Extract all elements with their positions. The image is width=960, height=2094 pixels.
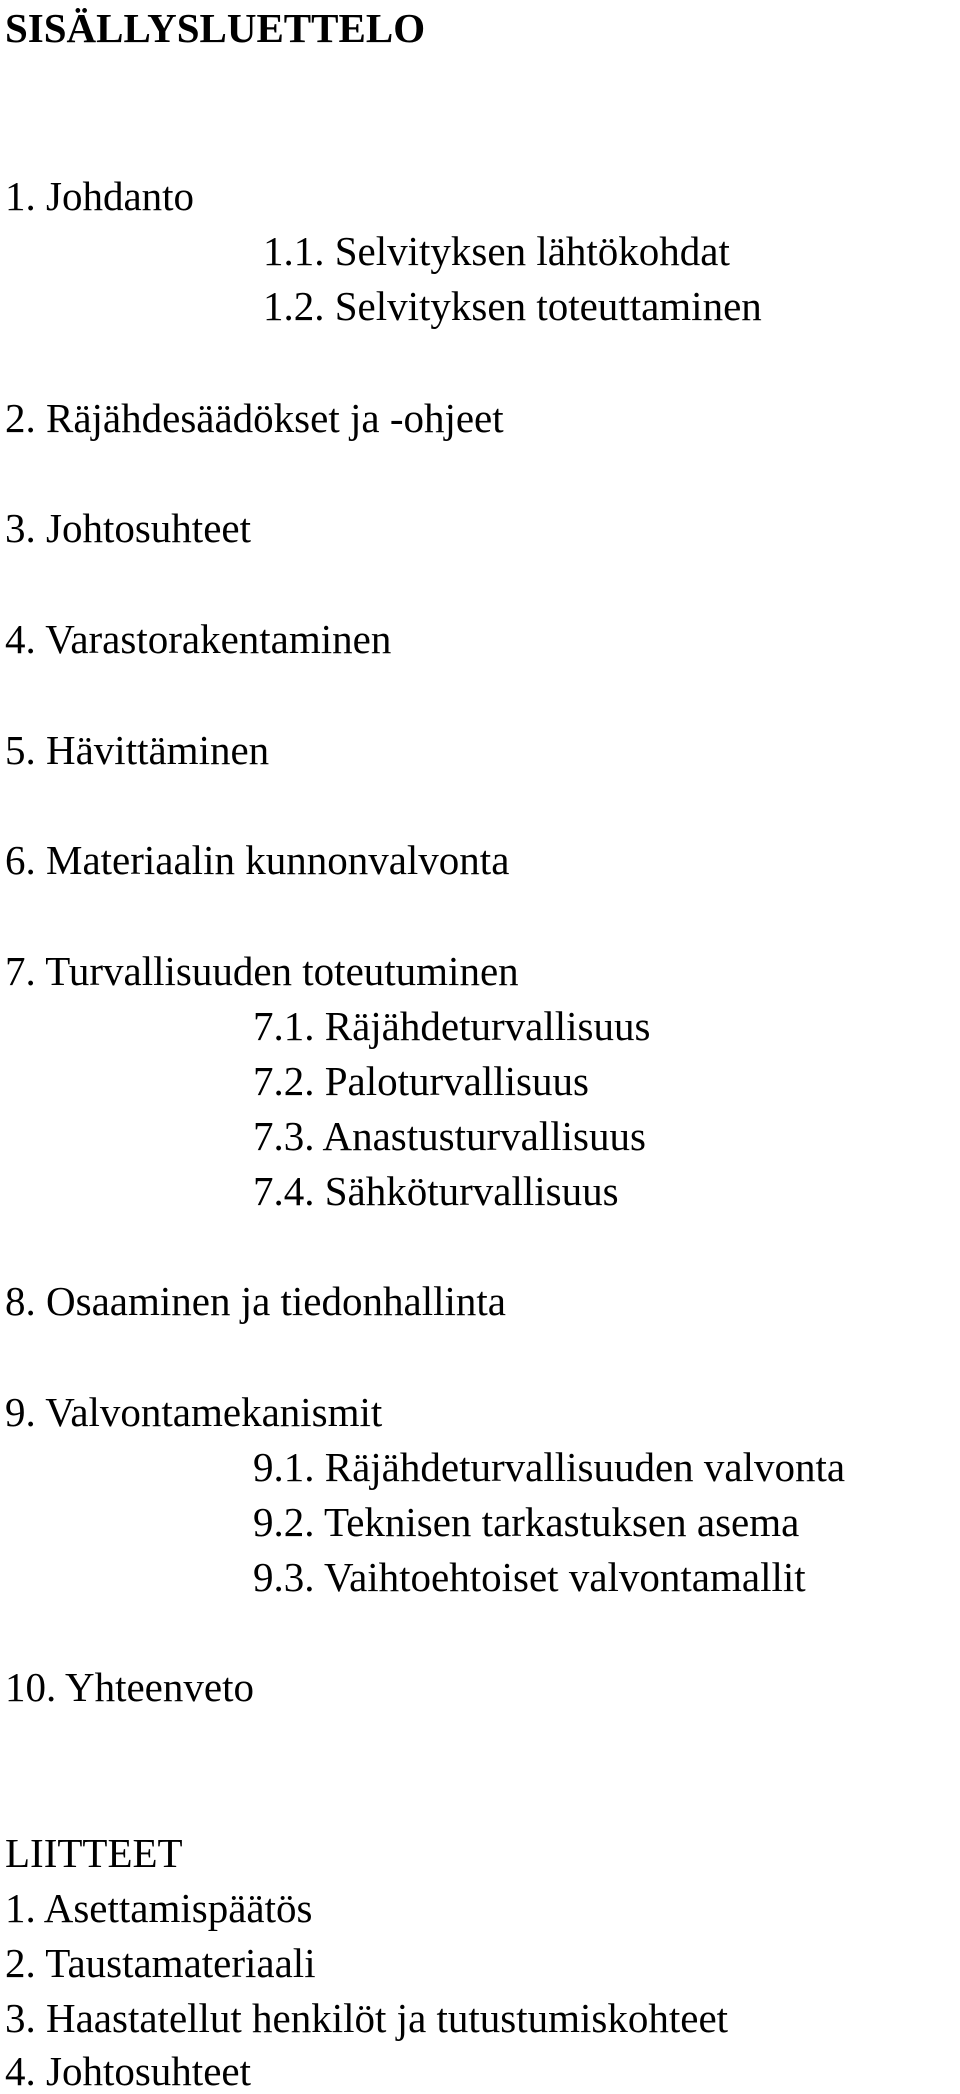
toc-entry: 8. Osaaminen ja tiedonhallinta: [5, 1278, 506, 1324]
toc-title: SISÄLLYSLUETTELO: [5, 5, 426, 51]
toc-entry: 5. Hävittäminen: [5, 727, 270, 773]
toc-entry: 3. Johtosuhteet: [5, 505, 251, 551]
toc-entry: 7. Turvallisuuden toteutuminen: [5, 948, 519, 994]
toc-subentry: 7.4. Sähköturvallisuus: [253, 1168, 619, 1214]
appendix-heading: LIITTEET: [5, 1830, 183, 1876]
toc-subentry: 7.2. Paloturvallisuus: [253, 1058, 589, 1104]
appendix-item: 3. Haastatellut henkilöt ja tutustumiskohteet: [5, 1995, 729, 2041]
toc-subentry: 7.3. Anastusturvallisuus: [253, 1113, 646, 1159]
toc-subentry: 1.2. Selvityksen toteuttaminen: [263, 283, 762, 329]
toc-entry: 4. Varastorakentaminen: [5, 616, 392, 662]
toc-subentry: 9.1. Räjähdeturvallisuuden valvonta: [253, 1444, 846, 1490]
toc-entry: 6. Materiaalin kunnonvalvonta: [5, 837, 510, 883]
appendix-item: 4. Johtosuhteet: [5, 2048, 251, 2094]
appendix-item: 1. Asettamispäätös: [5, 1885, 313, 1931]
toc-subentry: 1.1. Selvityksen lähtökohdat: [263, 228, 730, 274]
toc-entry: 9. Valvontamekanismit: [5, 1389, 383, 1435]
toc-subentry: 9.2. Teknisen tarkastuksen asema: [253, 1499, 800, 1545]
toc-subentry: 7.1. Räjähdeturvallisuus: [253, 1003, 651, 1049]
appendix-item: 2. Taustamateriaali: [5, 1940, 316, 1986]
toc-entry: 1. Johdanto: [5, 173, 195, 219]
toc-entry: 10. Yhteenveto: [5, 1664, 254, 1710]
toc-entry: 2. Räjähdesäädökset ja -ohjeet: [5, 395, 504, 441]
toc-subentry: 9.3. Vaihtoehtoiset valvontamallit: [253, 1554, 806, 1600]
